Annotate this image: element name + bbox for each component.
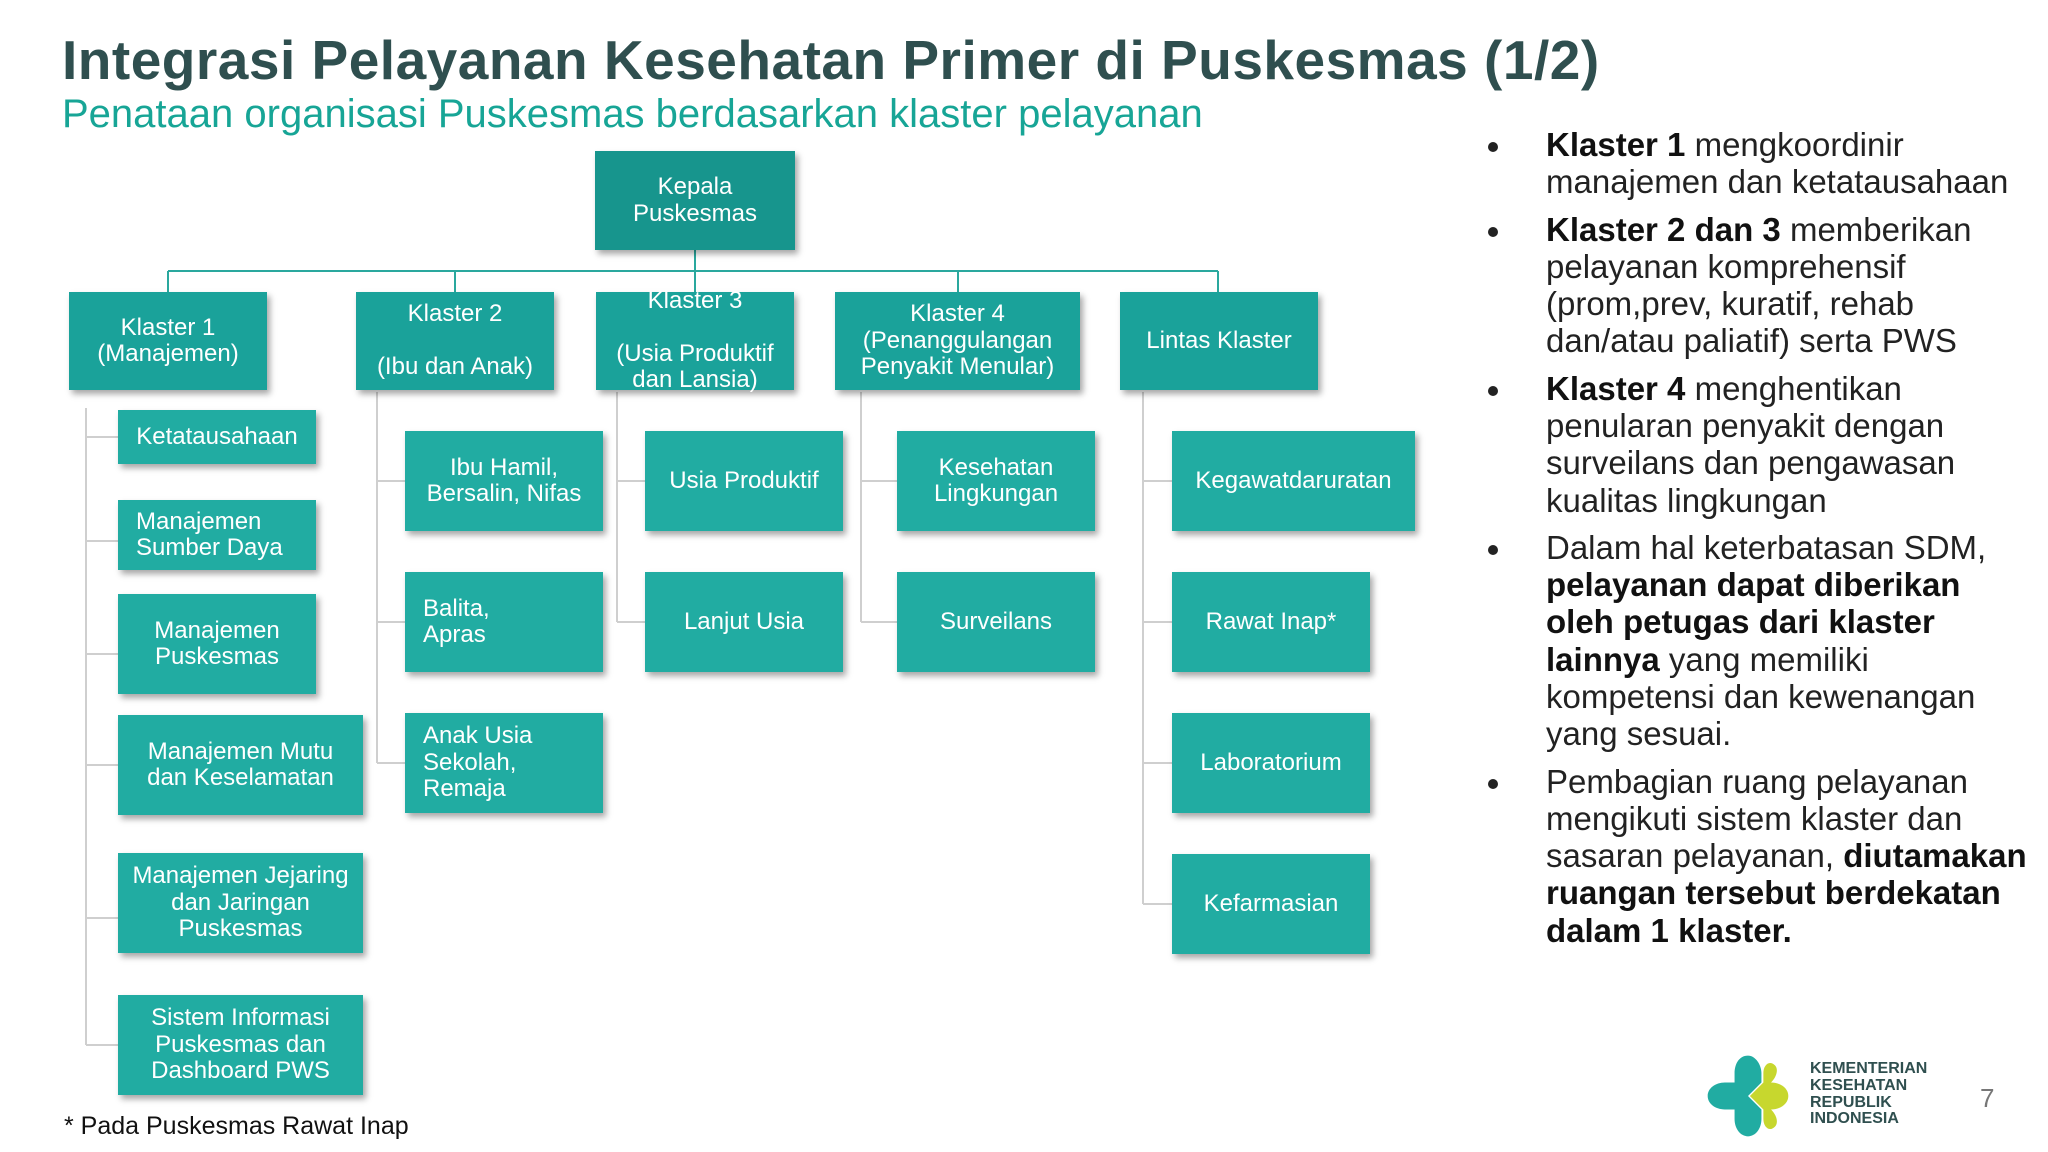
klaster-box-1 — [69, 292, 267, 390]
kemenkes-logo-icon — [1700, 1048, 1796, 1144]
page-title: Integrasi Pelayanan Kesehatan Primer di Puskesmas (1/2) — [62, 29, 1600, 91]
klaster4-item-kesehatan-lingkungan — [897, 431, 1095, 531]
logo-line: KEMENTERIAN — [1810, 1060, 1928, 1077]
footnote: * Pada Puskesmas Rawat Inap — [64, 1112, 409, 1140]
klaster-label: Klaster 1 (Manajemen) — [97, 313, 239, 367]
klaster2-item-ibu-hamil — [405, 431, 603, 531]
klaster-box-3 — [596, 287, 794, 394]
bullet-text: yang memiliki kompetensi dan kewenangan yang sesuai. — [1546, 640, 1976, 753]
klaster2-item-balita — [405, 572, 603, 672]
item-label: Manajemen Puskesmas — [154, 616, 280, 670]
klaster-label: Klaster 2 (Ibu dan Anak) — [376, 300, 534, 381]
item-label: Ketatausahaan — [136, 422, 298, 450]
item-label: Anak Usia Sekolah, Remaja — [423, 722, 533, 803]
klaster3-item-usia-produktif — [645, 431, 843, 531]
bullet-item — [1488, 529, 2028, 753]
klaster1-item-ketatausahaan — [118, 410, 316, 464]
bullet-text: memberikan pelayanan komprehensif (prom,prev, kuratif, rehab dan/atau paliatif) serta PWS — [1546, 210, 1972, 360]
head-box-kepala-puskesmas — [595, 151, 795, 250]
item-label: Laboratorium — [1200, 748, 1342, 776]
klaster-label: Klaster 4 (Penanggulangan Penyakit Menular) — [860, 300, 1055, 381]
bullet-item — [1488, 370, 2028, 519]
item-label: Kegawatdaruratan — [1195, 466, 1392, 494]
klaster2-item-anak-usia-sekolah — [405, 713, 603, 813]
item-label: Surveilans — [939, 607, 1053, 635]
klaster-box-4 — [835, 292, 1080, 390]
bullet-item — [1488, 763, 2028, 949]
item-label: Rawat Inap* — [1205, 607, 1337, 635]
bullet-text: Pembagian ruang pelayanan mengikuti sistem klaster dan sasaran pelayanan, — [1546, 762, 1968, 875]
item-label: Manajemen Mutu dan Keselamatan — [147, 737, 334, 791]
item-label: Ibu Hamil, Bersalin, Nifas — [426, 453, 582, 507]
ministry-logo-text — [1810, 1061, 1927, 1128]
item-label: Manajemen Jejaring dan Jaringan Puskesmas — [132, 862, 349, 943]
item-label: Manajemen Sumber Daya — [136, 507, 283, 561]
bullet-bold-text: pelayanan dapat diberikan oleh petugas dari klaster lainnya — [1546, 566, 1961, 678]
lintas-item-kegawatdaruratan — [1172, 431, 1415, 531]
klaster1-item-sistem-informasi — [118, 995, 363, 1095]
item-label: Balita, Apras — [423, 594, 490, 648]
bullet-item — [1488, 126, 2028, 201]
bullet-bold-text: diutamakan ruangan tersebut berdekatan dalam 1 klaster. — [1546, 837, 2027, 949]
klaster1-item-manajemen-jejaring — [118, 853, 363, 953]
lintas-item-laboratorium — [1172, 713, 1370, 813]
lintas-item-rawat-inap — [1172, 572, 1370, 672]
bullet-text: mengkoordinir manajemen dan ketatausahaan — [1546, 126, 2009, 201]
item-label: Usia Produktif — [669, 466, 819, 494]
klaster-box-2 — [356, 292, 554, 390]
klaster1-item-manajemen-sumber-daya — [118, 500, 316, 570]
head-label: Kepala Puskesmas — [632, 173, 758, 227]
klaster-label: Klaster 3 (Usia Produktif dan Lansia) — [616, 287, 774, 394]
bullet-text: menghentikan penularan penyakit dengan surveilans dan pengawasan kualitas lingkungan — [1546, 369, 1956, 519]
klaster3-item-lanjut-usia — [645, 572, 843, 672]
bullet-item — [1488, 211, 2028, 360]
logo-line: REPUBLIK — [1810, 1093, 1892, 1111]
item-label: Lanjut Usia — [683, 607, 805, 635]
bullet-bold-text: Klaster 1 — [1546, 126, 1686, 163]
klaster-box-lintas — [1120, 292, 1318, 390]
bullet-bold-text: Klaster 2 dan 3 — [1546, 210, 1781, 248]
bullet-list — [1488, 126, 2028, 959]
klaster-label: Lintas Klaster — [1146, 326, 1292, 354]
bullet-text: Dalam hal keterbatasan SDM, — [1546, 528, 1987, 566]
item-label: Kesehatan Lingkungan — [933, 453, 1059, 507]
klaster1-item-manajemen-mutu — [118, 715, 363, 815]
lintas-item-kefarmasian — [1172, 854, 1370, 954]
item-label: Sistem Informasi Puskesmas dan Dashboard PWS — [151, 1004, 330, 1085]
klaster4-item-surveilans — [897, 572, 1095, 672]
bullet-bold-text: Klaster 4 — [1546, 369, 1686, 407]
logo-line: KESEHATAN — [1810, 1076, 1908, 1094]
page-subtitle: Penataan organisasi Puskesmas berdasarkan klaster pelayanan — [62, 92, 1203, 136]
klaster1-item-manajemen-puskesmas — [118, 594, 316, 694]
page-number: 7 — [1980, 1083, 1995, 1113]
logo-line: INDONESIA — [1810, 1110, 1899, 1128]
item-label: Kefarmasian — [1203, 889, 1339, 917]
